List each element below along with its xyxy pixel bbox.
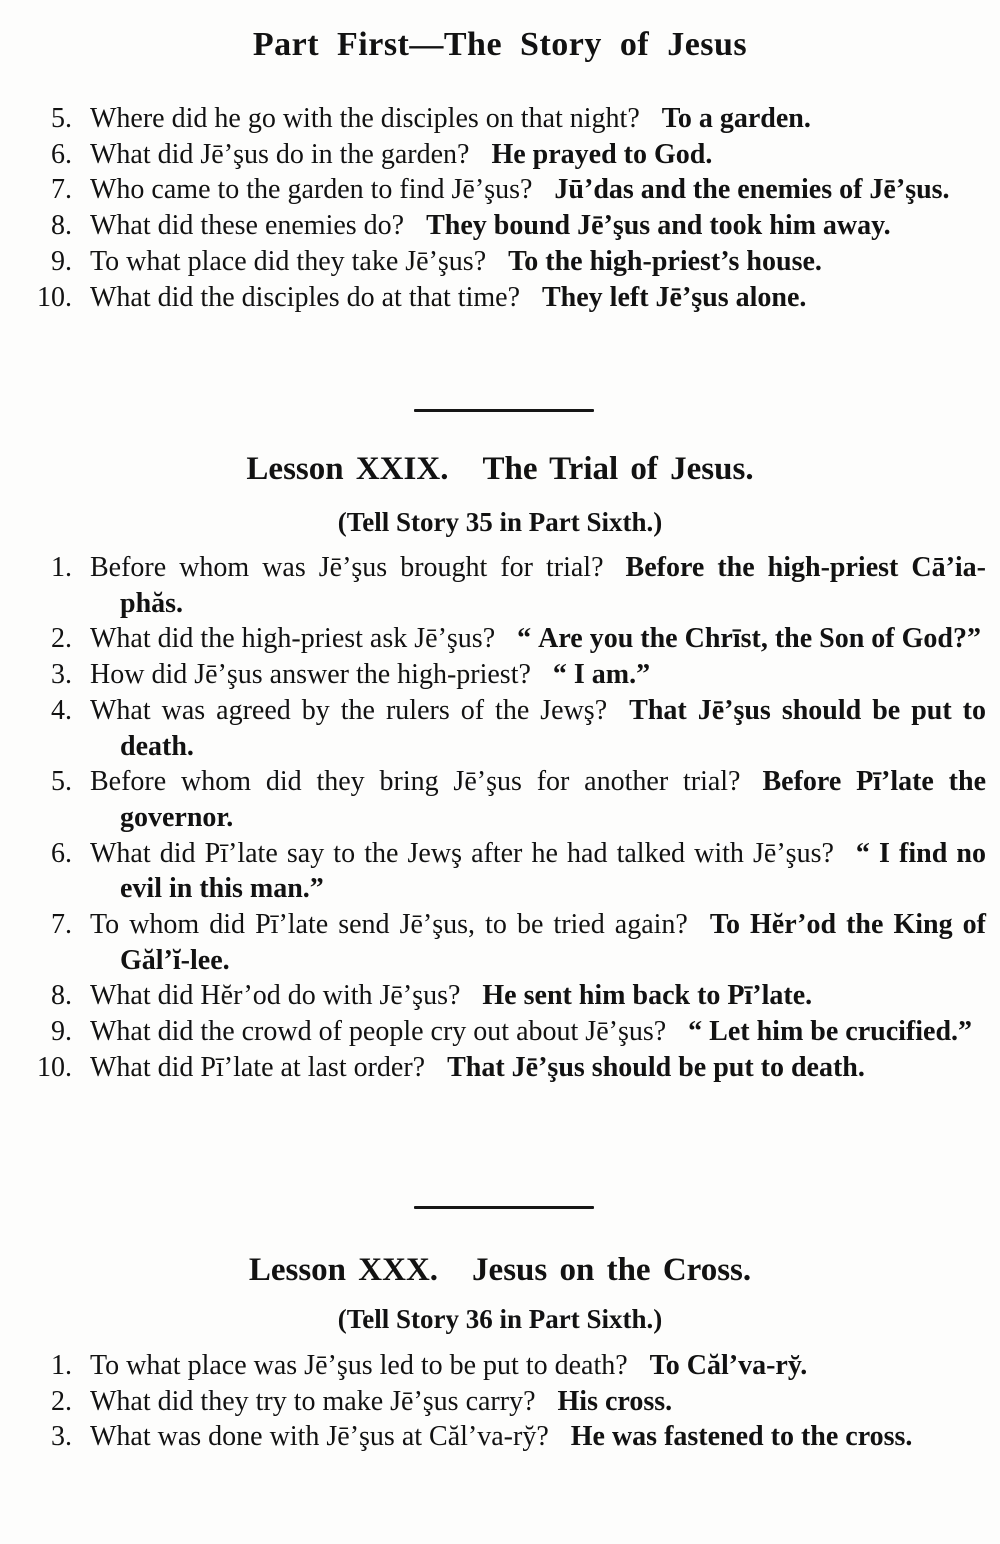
question-text: What did these enemies do? [90, 210, 405, 242]
page-title: Part First—The Story of Jesus [252, 26, 748, 63]
question-text: What did the crowd of people cry out about Jē’şus? [90, 1016, 667, 1048]
qa-item [0, 550, 986, 621]
item-number: 1. [51, 1350, 72, 1381]
qa-item [0, 1050, 986, 1086]
item-number: 5. [51, 766, 72, 798]
item-number: 6. [51, 837, 72, 869]
answer-text: They left Jē’şus alone. [542, 281, 807, 313]
item-number: 6. [51, 138, 72, 170]
qa-list-intro [0, 101, 1000, 315]
question-text: What did Pī’late say to the Jewş after he had talked with Jē’şus? [90, 837, 834, 869]
qa-item [0, 101, 986, 137]
lesson-title: The Trial of Jesus. [482, 451, 754, 487]
qa-item [0, 1348, 986, 1384]
question-text: What did they try to make Jē’şus carry? [90, 1385, 536, 1417]
question-text: Where did he go with the disciples on that night? [90, 103, 640, 134]
question-text: What was done with Jē’şus at Căl’va-ry̆? [90, 1421, 549, 1453]
answer-text: “ Let him be crucified.” [688, 1016, 973, 1048]
answer-text: He prayed to God. [491, 138, 713, 170]
question-text: What did the high-priest ask Jē’şus? [90, 623, 496, 655]
qa-item [0, 137, 986, 173]
question-text: What did Hĕr’od do with Jē’şus? [90, 980, 461, 1012]
lesson-title: Jesus on the Cross. [472, 1252, 752, 1288]
qa-item [0, 907, 986, 978]
qa-item [0, 172, 986, 208]
lesson-subtitle: (Tell Story 36 in Part Sixth.) [337, 1304, 663, 1334]
question-text: What did the disciples do at that time? [90, 281, 520, 313]
question-text: Who came to the garden to find Jē’şus? [90, 174, 533, 206]
qa-item [0, 978, 986, 1014]
item-number: 2. [51, 623, 72, 655]
qa-item [0, 657, 986, 693]
answer-text: To a garden. [661, 103, 811, 134]
qa-list-lesson-xxx [0, 1348, 1000, 1455]
qa-item [0, 621, 986, 657]
question-text: How did Jē’şus answer the high-priest? [90, 659, 531, 691]
lesson-heading-xxix [0, 451, 1000, 488]
answer-text: Before the high-priest Cā’ia-phăs. [120, 552, 986, 619]
item-number: 7. [51, 909, 72, 941]
answer-text: Jū’das and the enemies of Jē’şus. [554, 174, 950, 206]
question-text: To what place did they take Jē’şus? [90, 245, 487, 277]
item-number: 2. [51, 1385, 72, 1417]
answer-text: To the high-priest’s house. [508, 245, 822, 277]
answer-text: “ Are you the Chrīst, the Son of God?” [517, 623, 981, 655]
question-text: What did Pī’late at last order? [90, 1051, 426, 1083]
item-number: 8. [51, 210, 72, 242]
lesson-heading-xxx [0, 1252, 1000, 1289]
item-number: 8. [51, 980, 72, 1012]
answer-text: Before Pī’late the governor. [120, 766, 987, 833]
lesson-number-label: Lesson XXX. [248, 1252, 439, 1288]
item-number: 4. [51, 694, 72, 726]
qa-item [0, 244, 986, 280]
answer-text: That Jē’şus should be put to death. [120, 694, 987, 762]
item-number: 10. [37, 281, 72, 313]
qa-item [0, 1014, 986, 1050]
question-text: Before whom did they bring Jē’şus for another trial? [90, 766, 741, 798]
qa-item [0, 1419, 986, 1455]
answer-text: He was fastened to the cross. [570, 1421, 913, 1453]
answer-text: They bound Jē’şus and took him away. [426, 210, 891, 242]
answer-text: To Hĕr’od the King of Găl’ĭ-lee. [120, 909, 986, 976]
qa-list-lesson-xxix [0, 550, 1000, 1086]
item-number: 9. [51, 1016, 72, 1048]
answer-text: That Jē’şus should be put to death. [447, 1051, 865, 1083]
item-number: 5. [51, 103, 72, 134]
question-text: To what place was Jē’şus led to be put to death? [90, 1350, 628, 1381]
question-text: What was agreed by the rulers of the Jewş? [90, 694, 608, 726]
answer-text: His cross. [557, 1385, 673, 1417]
item-number: 10. [37, 1051, 72, 1083]
qa-item [0, 208, 986, 244]
qa-item [0, 836, 986, 907]
section-divider [414, 409, 594, 412]
answer-text: He sent him back to Pī’late. [482, 980, 813, 1012]
question-text: Before whom was Jē’şus brought for trial? [90, 552, 604, 583]
lesson-number-label: Lesson XXIX. [246, 451, 449, 487]
question-text: What did Jē’şus do in the garden? [90, 138, 470, 170]
answer-text: To Căl’va-ry̆. [649, 1350, 808, 1381]
qa-item [0, 693, 986, 764]
item-number: 9. [51, 245, 72, 277]
qa-item [0, 1384, 986, 1420]
section-divider [414, 1206, 594, 1209]
qa-item [0, 280, 986, 316]
question-text: To whom did Pī’late send Jē’şus, to be tried again? [90, 909, 688, 941]
item-number: 3. [51, 1421, 72, 1453]
item-number: 7. [51, 174, 72, 206]
item-number: 1. [51, 552, 72, 583]
answer-text: “ I am.” [552, 659, 651, 691]
answer-text: “ I find no evil in this man.” [120, 837, 987, 905]
item-number: 3. [51, 659, 72, 691]
lesson-subtitle: (Tell Story 35 in Part Sixth.) [337, 507, 663, 537]
qa-item [0, 764, 986, 835]
